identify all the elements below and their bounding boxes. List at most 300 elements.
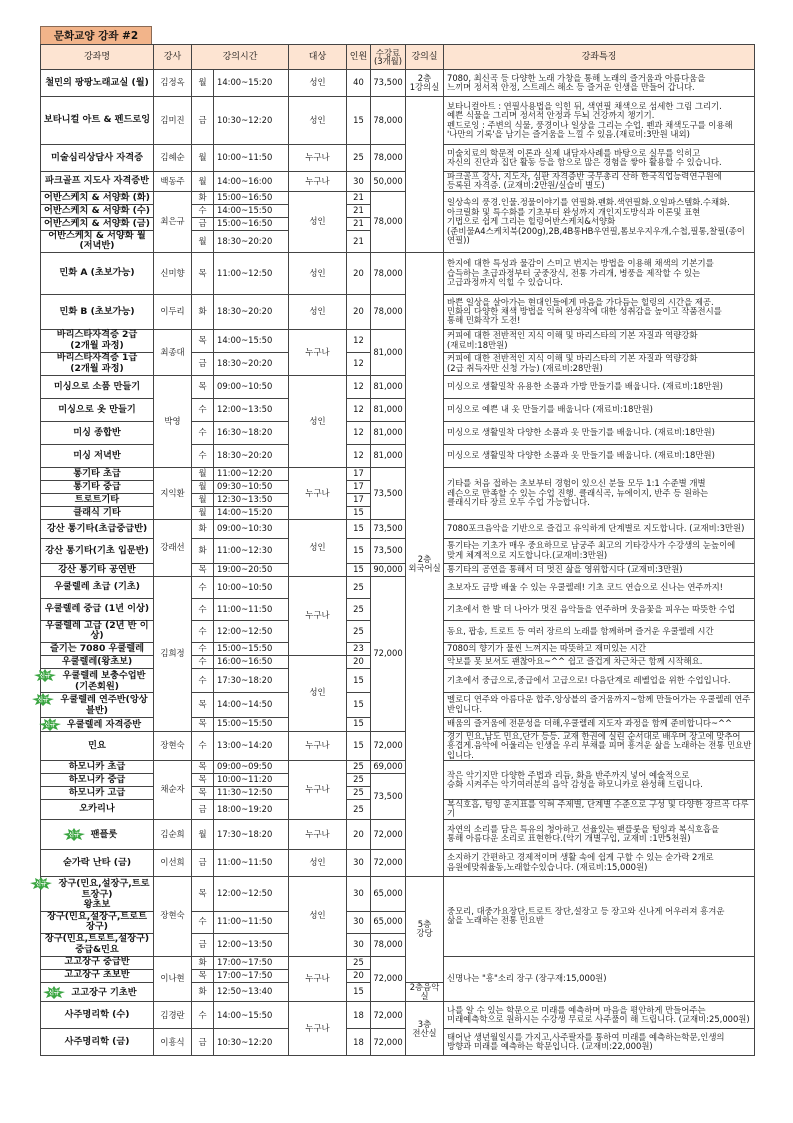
header-desc: 강좌특징 bbox=[444, 45, 755, 70]
time: 14:00~15:50 bbox=[214, 204, 289, 217]
time: 15:00~15:50 bbox=[214, 642, 289, 655]
svg-text:신규: 신규 bbox=[48, 990, 60, 997]
day: 수 bbox=[192, 642, 214, 655]
time: 12:50~13:40 bbox=[214, 982, 289, 1002]
time: 11:00~12:50 bbox=[214, 252, 289, 294]
course-name-text: 하모니카 중급 bbox=[68, 773, 126, 785]
new-badge-icon bbox=[43, 986, 65, 999]
header-capacity: 인원 bbox=[347, 45, 371, 70]
target: 누구나 bbox=[289, 172, 347, 192]
course-name-text: 우쿨렐레 자격증반 bbox=[66, 718, 142, 730]
description: 파크골프 강사, 지도자, 심판 자격증반 국무총리 산하 한국직업능력연구원에 등록된 자격증. (교재비:2만원/실습비 별도) bbox=[444, 172, 755, 192]
course-name bbox=[41, 760, 154, 773]
teacher: 이두리 bbox=[154, 294, 192, 329]
day: 화 bbox=[192, 538, 214, 563]
course-name-text: 어반스케치 & 서양화 (금) bbox=[44, 217, 150, 229]
room: 2층 외국어실 bbox=[406, 252, 444, 876]
description: 미술치료의 학문적 이론과 실제 내담자사례를 바탕으로 실무를 익히고 자신의 진단과 집단 활동 등을 함으로 많은 경험을 쌓아 활용할 수 있습니다. bbox=[444, 145, 755, 172]
course-name-text: 고고장구 중급반 bbox=[64, 956, 130, 968]
header-fee: 수강료 (3개월) bbox=[371, 45, 406, 70]
course-name-text: 트로트기타 bbox=[74, 493, 120, 505]
teacher: 김미진 bbox=[154, 97, 192, 145]
description: 바쁜 일상을 살아가는 현대인들에게 마음을 가다듬는 힐링의 시간을 제공. 민화의 다양한 채색 방법을 익혀 완성작에 대한 성취감을 높이고 작품전시를 통해 민화작가 도전! bbox=[444, 294, 755, 329]
course-name bbox=[41, 655, 154, 668]
capacity: 23 bbox=[347, 642, 371, 655]
target: 누구나 bbox=[289, 819, 347, 849]
course-name-text: 바리스타자격증 1급 (2개월 과정) bbox=[56, 352, 138, 374]
time: 11:30~12:50 bbox=[214, 786, 289, 799]
course-name bbox=[41, 538, 154, 563]
course-name-text: 우쿨렐레 고급 (2년 반 이상) bbox=[45, 619, 149, 642]
fee: 69,000 bbox=[371, 760, 406, 773]
time: 11:00~11:50 bbox=[214, 849, 289, 876]
capacity: 20 bbox=[347, 969, 371, 982]
day: 목 bbox=[192, 693, 214, 717]
teacher: 김희정 bbox=[154, 576, 192, 731]
capacity: 21 bbox=[347, 204, 371, 217]
day: 월 bbox=[192, 145, 214, 172]
svg-text:신규: 신규 bbox=[36, 881, 47, 888]
course-name-text: 우쿨렐레 보충수업반(기존회원) bbox=[62, 669, 146, 692]
time: 15:00~16:50 bbox=[214, 191, 289, 204]
time: 16:00~16:50 bbox=[214, 655, 289, 668]
time: 10:30~12:20 bbox=[214, 97, 289, 145]
capacity: 18 bbox=[347, 1002, 371, 1029]
capacity: 15 bbox=[347, 731, 371, 760]
description: 동요, 팝송, 트로트 등 여러 장르의 노래를 함께하며 즐거운 우쿨렐레 시간 bbox=[444, 620, 755, 642]
course-name bbox=[41, 786, 154, 799]
teacher: 김정옥 bbox=[154, 70, 192, 97]
day: 목 bbox=[192, 252, 214, 294]
course-name-text: 미싱으로 옷 만들기 bbox=[58, 403, 136, 415]
course-name-text: 통기타 중급 bbox=[73, 480, 121, 492]
fee: 72,000 bbox=[371, 731, 406, 760]
time: 17:00~17:50 bbox=[214, 969, 289, 982]
day: 목 bbox=[192, 773, 214, 786]
course-name bbox=[41, 956, 154, 969]
header-row bbox=[41, 45, 755, 70]
fee: 81,000 bbox=[371, 398, 406, 421]
course-name-text: 어반스케치 & 서양화 (수) bbox=[44, 204, 150, 216]
time: 10:00~11:20 bbox=[214, 773, 289, 786]
course-name-text: 철민의 팡팡노래교실 (월) bbox=[45, 76, 149, 88]
course-name-text: 장구(민요,트로트,설장구) 중급&민요 bbox=[44, 933, 150, 955]
teacher: 박영 bbox=[154, 375, 192, 467]
fee: 65,000 bbox=[371, 911, 406, 933]
course-name-text: 파크골프 지도사 자격증반 bbox=[44, 175, 150, 187]
capacity: 30 bbox=[347, 849, 371, 876]
fee: 78,000 bbox=[371, 933, 406, 956]
course-name-text: 민요 bbox=[88, 739, 106, 751]
capacity: 15 bbox=[347, 538, 371, 563]
fee: 81,000 bbox=[371, 329, 406, 375]
table-row bbox=[41, 70, 755, 97]
table-row bbox=[41, 849, 755, 876]
day: 수 bbox=[192, 731, 214, 760]
fee: 72,000 bbox=[371, 819, 406, 849]
fee: 78,000 bbox=[371, 191, 406, 252]
course-name-text: 보타니컬 아트 & 펜드로잉 bbox=[43, 114, 151, 126]
day: 수 bbox=[192, 398, 214, 421]
day: 수 bbox=[192, 421, 214, 444]
course-name bbox=[37, 693, 154, 717]
capacity: 20 bbox=[347, 252, 371, 294]
day: 월 bbox=[192, 172, 214, 192]
course-name-text: 사주명리학 (수) bbox=[64, 1009, 130, 1021]
header-time: 강의시간 bbox=[192, 45, 289, 70]
description: 미싱으로 생활밀착 다양한 소품과 옷 만들기를 배웁니다. (재료비:18만원) bbox=[444, 421, 755, 444]
teacher: 이흥식 bbox=[154, 1029, 192, 1056]
description: 배움의 즐거움에 전문성을 더해,우쿨렐레 지도자 과정을 함께 준비합니다~^^ bbox=[444, 717, 755, 731]
time: 17:30~18:20 bbox=[214, 819, 289, 849]
capacity: 15 bbox=[347, 506, 371, 519]
target: 누구나 bbox=[289, 760, 347, 819]
course-name bbox=[41, 444, 154, 467]
course-name bbox=[41, 97, 154, 145]
description: 보타니컬아트 : 연필사용법을 익힌 뒤, 색연필 채색으로 섬세한 그림 그리기. 예쁜 식물을 그리며 정서적 안정과 두뇌 건강까지 챙기기. 펜드로잉 : 주변의 식물, 풍경이나 일상을 그리는 수업. 펜과 채색도구를 이용해 '나만의 기록'을 남기는 즐거움을 느낄 수 있음.(재료비:3만원 내외) bbox=[444, 97, 755, 145]
fee: 73,500 bbox=[371, 519, 406, 538]
course-name-text: 어반스케치 & 서양화 (화) bbox=[44, 191, 150, 203]
capacity: 15 bbox=[347, 97, 371, 145]
day: 화 bbox=[192, 956, 214, 969]
time: 17:00~17:50 bbox=[214, 956, 289, 969]
course-name bbox=[41, 1029, 154, 1056]
fee: 72,000 bbox=[371, 1002, 406, 1029]
course-name-text: 오카리나 bbox=[79, 803, 115, 815]
day: 목 bbox=[192, 786, 214, 799]
capacity: 17 bbox=[347, 493, 371, 506]
description: 미싱으로 생활밀착 유용한 소품과 가방 만들기를 배웁니다. (재료비:18만원) bbox=[444, 375, 755, 398]
target: 성인 bbox=[289, 849, 347, 876]
course-name-text: 강산 통기타 공연반 bbox=[58, 563, 136, 575]
description: 기초에서 중급으로,중급에서 고급으로! 다음단계로 레벨업을 위한 수업입니다. bbox=[444, 668, 755, 692]
course-name-text: 우쿨렐레 연주반(앙상블반) bbox=[60, 694, 148, 717]
description: 미싱으로 예쁜 내 옷 만들기를 배웁니다 (재료비:18만원) bbox=[444, 398, 755, 421]
day: 월 bbox=[192, 230, 214, 252]
target: 성인 bbox=[289, 70, 347, 97]
capacity: 12 bbox=[347, 375, 371, 398]
course-table bbox=[36, 44, 755, 1056]
course-name-text: 어반스케치 & 서양화 월(저녁반) bbox=[48, 229, 146, 252]
time: 17:30~18:20 bbox=[214, 668, 289, 692]
description: 악보를 못 보셔도 괜찮아요~^^ 쉽고 즐겁게 차근차근 함께 시작해요. bbox=[444, 655, 755, 668]
description: 커피에 대한 전반적인 지식 이해 및 바리스타의 기본 자질과 역량강화 (재료비:18만원) bbox=[444, 329, 755, 352]
time: 11:00~11:50 bbox=[214, 598, 289, 620]
fee: 81,000 bbox=[371, 421, 406, 444]
target: 성인 bbox=[289, 294, 347, 329]
table-row bbox=[41, 760, 755, 773]
course-name bbox=[41, 467, 154, 480]
new-badge-icon bbox=[30, 877, 52, 890]
teacher: 강래선 bbox=[154, 519, 192, 576]
teacher: 김혜순 bbox=[154, 145, 192, 172]
course-name-text: 미싱 종합반 bbox=[73, 426, 121, 438]
new-badge-icon bbox=[63, 828, 85, 841]
target: 누구나 bbox=[289, 956, 347, 1002]
course-name-text: 장구(민요,설장구,트로트장구) 왕초보 bbox=[58, 877, 150, 911]
capacity: 25 bbox=[347, 576, 371, 598]
capacity: 12 bbox=[347, 398, 371, 421]
fee: 73,500 bbox=[371, 773, 406, 819]
teacher: 신미향 bbox=[154, 252, 192, 294]
section-tab: 문화교양 강좌 #2 bbox=[40, 26, 152, 45]
description: 중모리, 대중가요장단,트로트 장단,설장고 등 장고와 신나게 어우러져 흥겨운 삶을 노래하는 전통 민요반 bbox=[444, 876, 755, 956]
day: 금 bbox=[192, 799, 214, 819]
target: 누구나 bbox=[289, 576, 347, 655]
time: 12:00~13:50 bbox=[214, 398, 289, 421]
capacity: 15 bbox=[347, 519, 371, 538]
description: 복식호흡, 텅잉 운지표를 익혀 주제별, 단계별 수준으로 구성 및 다양한 장르곡 다루기 bbox=[444, 799, 755, 819]
table-row bbox=[41, 97, 755, 145]
table-row bbox=[41, 731, 755, 760]
description: 태어난 생년월일시를 가지고,사주팔자를 통하여 미래를 예측하는학문,인생의 방향과 미래를 예측하는 학문입니다. (교재비:22,000원) bbox=[444, 1029, 755, 1056]
target: 누구나 bbox=[289, 467, 347, 519]
description: 7080의 향기가 물씬 느껴지는 따뜻하고 재미있는 시간 bbox=[444, 642, 755, 655]
description: 한지에 대한 특성과 물감이 스미고 번지는 방법을 이용해 채색의 기본기를 습득하는 초급과정부터 궁중장식, 전통 가리개, 병풍을 제작할 수 있는 고급과정까지 익힐 수 있습니다. bbox=[444, 252, 755, 294]
time: 18:30~20:20 bbox=[214, 230, 289, 252]
day: 수 bbox=[192, 911, 214, 933]
capacity: 15 bbox=[347, 668, 371, 692]
course-name-text: 숟가락 난타 (금) bbox=[62, 856, 132, 868]
header-target: 대상 bbox=[289, 45, 347, 70]
table-row bbox=[41, 467, 755, 480]
capacity: 30 bbox=[347, 876, 371, 911]
fee: 72,000 bbox=[371, 849, 406, 876]
course-name bbox=[41, 421, 154, 444]
day: 월 bbox=[192, 467, 214, 480]
target: 성인 bbox=[289, 655, 347, 731]
course-name bbox=[41, 145, 154, 172]
day: 화 bbox=[192, 294, 214, 329]
room: 2층음악실 bbox=[406, 982, 444, 1002]
capacity: 15 bbox=[347, 717, 371, 731]
capacity: 17 bbox=[347, 467, 371, 480]
fee: 50,000 bbox=[371, 172, 406, 192]
capacity: 25 bbox=[347, 786, 371, 799]
svg-text:신규: 신규 bbox=[40, 673, 51, 680]
time: 11:00~12:20 bbox=[214, 467, 289, 480]
day: 수 bbox=[192, 444, 214, 467]
time: 16:30~18:20 bbox=[214, 421, 289, 444]
course-name-text: 클래식 기타 bbox=[73, 506, 121, 518]
new-badge-icon bbox=[34, 669, 56, 682]
day: 금 bbox=[192, 352, 214, 375]
teacher: 최은규 bbox=[154, 191, 192, 252]
fee: 73,500 bbox=[371, 467, 406, 519]
time: 14:00~15:20 bbox=[214, 506, 289, 519]
capacity: 25 bbox=[347, 799, 371, 819]
day: 금 bbox=[192, 1029, 214, 1056]
day: 목 bbox=[192, 760, 214, 773]
course-name bbox=[41, 70, 154, 97]
course-name-text: 강산 통기타(초급중급반) bbox=[46, 522, 148, 534]
description: 자연의 소리를 담은 특유의 청아하고 선율있는 팬플룻을 텅잉과 복식호흡을 통해 아름다운 소리로 표현한다.(악기 개별구입, 교재비 :1만5천원) bbox=[444, 819, 755, 849]
day: 목 bbox=[192, 876, 214, 911]
description: 7080, 최신곡 등 다양한 노래 가창을 통해 노래의 즐거움과 아름다움을 느끼며 정서적 안정, 스트레스 해소 등 즐거운 인생을 만들어 갑니다. bbox=[444, 70, 755, 97]
course-name bbox=[41, 519, 154, 538]
course-name bbox=[41, 933, 154, 956]
teacher: 백동주 bbox=[154, 172, 192, 192]
time: 11:00~11:50 bbox=[214, 911, 289, 933]
table-row bbox=[41, 1029, 755, 1056]
day: 수 bbox=[192, 1002, 214, 1029]
course-name bbox=[41, 642, 154, 655]
day: 목 bbox=[192, 375, 214, 398]
course-name bbox=[41, 191, 154, 204]
capacity: 25 bbox=[347, 620, 371, 642]
course-name-text: 하모니카 고급 bbox=[68, 786, 126, 798]
svg-text:신규: 신규 bbox=[44, 722, 56, 729]
table-row bbox=[41, 819, 755, 849]
fee: 78,000 bbox=[371, 294, 406, 329]
target: 누구나 bbox=[289, 329, 347, 375]
course-name bbox=[41, 352, 154, 375]
new-badge-icon bbox=[32, 693, 54, 706]
time: 18:30~20:20 bbox=[214, 352, 289, 375]
fee: 72,000 bbox=[371, 956, 406, 1002]
description: 통기타는 기초가 매우 중요하므로 남궁주 최고의 기타강사가 수강생의 눈높이에 맞게 체계적으로 지도합니다.(교재비:3만원) bbox=[444, 538, 755, 563]
course-name bbox=[41, 911, 154, 933]
teacher: 이선희 bbox=[154, 849, 192, 876]
time: 11:00~12:30 bbox=[214, 538, 289, 563]
capacity: 12 bbox=[347, 352, 371, 375]
description: 일상속의 풍경.인물.정물이야기를 연필화.펜화.색연필화.오일파스텔화.수채화. 아크릴화 및 특수화를 기초부터 완성까지 개인지도방식과 이론및 표현 기법으로 쉽게 그리는 힐링어반스케치&서양화 (준비물A4스케치북(200g),2B,4B통HB우연필,톰보우지우개,수첩,필통,찰필(종이연필)) bbox=[444, 191, 755, 252]
new-badge-icon bbox=[39, 718, 61, 731]
course-name-text: 통기타 초급 bbox=[73, 467, 121, 479]
target: 성인 bbox=[289, 191, 347, 252]
description: 경기 민요,남도 민요,단가 등등. 교재 한권에 실린 순서대로 배우며 장고에 맞추어 흥겹게.음악에 어울리는 인생을 우리 부채를 피며 흥겨운 삶을 노래하는 전통 민요반입니다. bbox=[444, 731, 755, 760]
capacity: 21 bbox=[347, 191, 371, 204]
course-name bbox=[41, 398, 154, 421]
description: 소지하기 간편하고 경제적이며 생활 속에 쉽게 구할 수 있는 숟가락 2개로 음원에맞춰율동,노래할수있습니다. (재료비:15,000원) bbox=[444, 849, 755, 876]
course-name bbox=[41, 576, 154, 598]
table-row bbox=[41, 398, 755, 421]
course-name bbox=[41, 329, 154, 352]
capacity: 18 bbox=[347, 1029, 371, 1056]
time: 10:30~12:20 bbox=[214, 1029, 289, 1056]
description: 통기타의 공연을 통해서 더 멋진 삶을 영위합시다 (교재비:3만원) bbox=[444, 563, 755, 576]
target: 누구나 bbox=[289, 1002, 347, 1056]
room: 2층 1강의실 bbox=[406, 70, 444, 97]
course-name-text: 민화 A (초보가능) bbox=[59, 267, 135, 279]
teacher: 장현숙 bbox=[154, 731, 192, 760]
fee: 81,000 bbox=[371, 444, 406, 467]
time: 09:00~10:50 bbox=[214, 375, 289, 398]
time: 09:30~10:50 bbox=[214, 480, 289, 493]
capacity: 15 bbox=[347, 693, 371, 717]
target: 누구나 bbox=[289, 145, 347, 172]
time: 14:00~15:50 bbox=[214, 329, 289, 352]
course-name bbox=[41, 506, 154, 519]
capacity: 20 bbox=[347, 655, 371, 668]
description: 나를 알 수 있는 학문으로 미래를 예측하며 마음을 평안하게 만들어주는 미래예측학으로 원하시는 수강생 무료로 사주풀이 해 드립니다. (교재비:25,000원) bbox=[444, 1002, 755, 1029]
header-course: 강좌명 bbox=[41, 45, 154, 70]
day: 월 bbox=[192, 819, 214, 849]
capacity: 12 bbox=[347, 329, 371, 352]
capacity: 15 bbox=[347, 563, 371, 576]
course-name bbox=[36, 876, 154, 911]
description: 신명나는 "흥"소리 장구 (장구재:15,000원) bbox=[444, 956, 755, 1002]
time: 19:00~20:50 bbox=[214, 563, 289, 576]
course-name-text: 고고장구 초보반 bbox=[64, 969, 130, 981]
day: 목 bbox=[192, 329, 214, 352]
table-row bbox=[41, 172, 755, 192]
course-name bbox=[41, 230, 154, 252]
teacher: 장현숙 bbox=[154, 876, 192, 956]
table-row bbox=[41, 329, 755, 352]
time: 18:00~19:20 bbox=[214, 799, 289, 819]
day: 월 bbox=[192, 70, 214, 97]
course-name bbox=[41, 819, 154, 849]
course-name-text: 장구(민요,설장구,트로트장구) bbox=[47, 910, 147, 933]
course-name bbox=[41, 717, 154, 731]
fee: 90,000 bbox=[371, 563, 406, 576]
time: 09:00~10:30 bbox=[214, 519, 289, 538]
fee: 72,000 bbox=[371, 576, 406, 731]
course-name-text: 고고장구 기초반 bbox=[71, 986, 137, 998]
day: 월 bbox=[192, 493, 214, 506]
day: 목 bbox=[192, 717, 214, 731]
description: 기초에서 한 발 더 나아가 멋진 음악들을 연주하며 웃음꽃을 피우는 따뜻한 수업 bbox=[444, 598, 755, 620]
time: 12:00~12:50 bbox=[214, 876, 289, 911]
time: 13:00~14:20 bbox=[214, 731, 289, 760]
course-name bbox=[41, 252, 154, 294]
teacher: 이나현 bbox=[154, 956, 192, 1002]
course-name-text: 미싱 저녁반 bbox=[73, 449, 121, 461]
fee: 72,000 bbox=[371, 1029, 406, 1056]
time: 09:00~09:50 bbox=[214, 760, 289, 773]
time: 12:00~13:50 bbox=[214, 933, 289, 956]
day: 화 bbox=[192, 982, 214, 1002]
fee: 78,000 bbox=[371, 97, 406, 145]
teacher: 최종대 bbox=[154, 329, 192, 375]
header-room: 강의실 bbox=[406, 45, 444, 70]
capacity: 12 bbox=[347, 421, 371, 444]
teacher: 김순희 bbox=[154, 819, 192, 849]
course-name bbox=[41, 217, 154, 230]
description: 멜로디 연주와 아름다운 합주,앙상블의 즐거움까지~함께 만들어가는 우쿨렐레 연주반입니다. bbox=[444, 693, 755, 717]
course-name-text: 미싱으로 소품 만들기 bbox=[53, 380, 141, 392]
time: 10:00~10:50 bbox=[214, 576, 289, 598]
time: 18:30~20:20 bbox=[214, 444, 289, 467]
capacity: 21 bbox=[347, 230, 371, 252]
table-row bbox=[41, 576, 755, 598]
time: 18:30~20:20 bbox=[214, 294, 289, 329]
capacity: 25 bbox=[347, 760, 371, 773]
description: 작은 악기지만 다양한 주법과 리듬, 화음 반주까지 넣어 예술적으로 승화 시켜주는 악기여러분의 음악 감성을 하모니카로 완성해 드립니다. bbox=[444, 760, 755, 799]
course-name bbox=[41, 493, 154, 506]
description: 커피에 대한 전반적인 지식 이해 및 바리스타의 기본 자질과 역량강화 (2급 취득자만 신청 가능) (재료비:28만원) bbox=[444, 352, 755, 375]
table-row bbox=[41, 1002, 755, 1029]
description: 7080포크음악을 기반으로 즐겁고 유익하게 단계별로 지도합니다. (교재비:3만원) bbox=[444, 519, 755, 538]
day: 화 bbox=[192, 519, 214, 538]
room: 3층 전산실 bbox=[406, 1002, 444, 1056]
fee: 73,500 bbox=[371, 538, 406, 563]
course-name-text: 민화 B (초보가능) bbox=[59, 305, 135, 317]
table-row bbox=[41, 252, 755, 294]
course-name-text: 미술심리상담사 자격증 bbox=[51, 151, 143, 163]
day: 월 bbox=[192, 480, 214, 493]
capacity: 25 bbox=[347, 598, 371, 620]
target: 성인 bbox=[289, 97, 347, 145]
course-name bbox=[41, 1002, 154, 1029]
day: 수 bbox=[192, 204, 214, 217]
svg-text:신규: 신규 bbox=[68, 832, 80, 839]
table-row bbox=[41, 294, 755, 329]
fee: 73,500 bbox=[371, 70, 406, 97]
capacity: 30 bbox=[347, 172, 371, 192]
table-row bbox=[41, 191, 755, 204]
